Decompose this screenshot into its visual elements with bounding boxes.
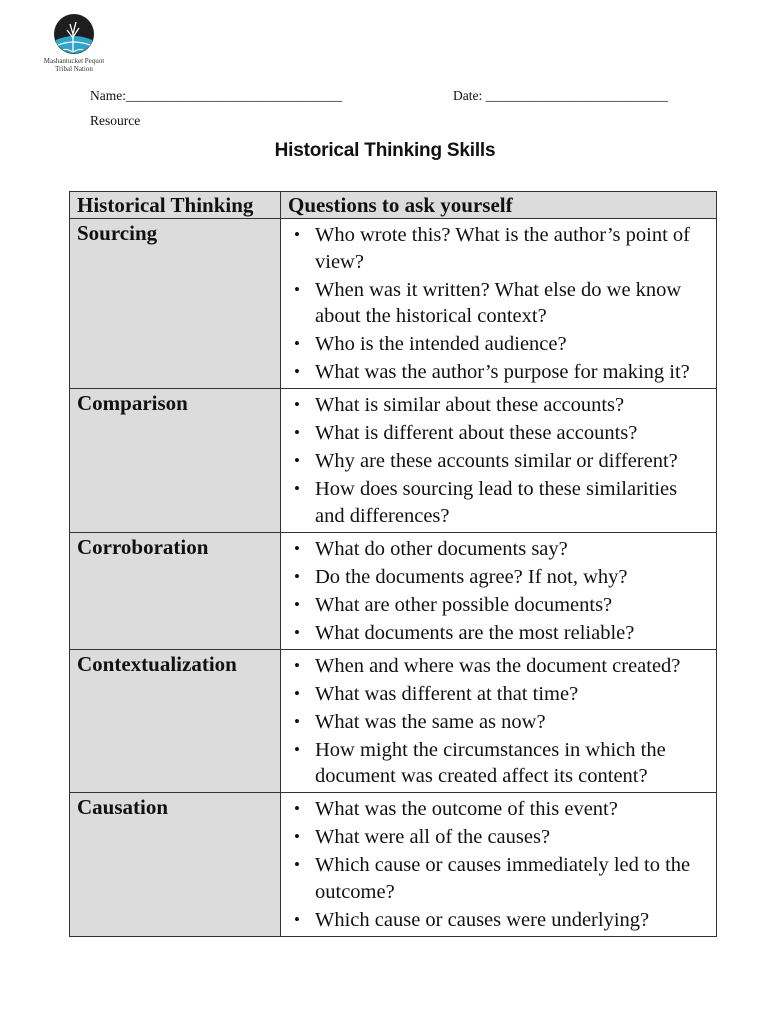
questions-cell bbox=[281, 532, 717, 649]
tribal-tree-seal-icon bbox=[52, 12, 96, 56]
question-list bbox=[281, 536, 716, 647]
tribal-logo bbox=[36, 12, 112, 73]
question-item: • When and where was the document created? bbox=[281, 653, 716, 680]
name-field bbox=[90, 88, 342, 104]
date-label: Date: bbox=[453, 88, 483, 103]
question-item: • Why are these accounts similar or different? bbox=[281, 448, 716, 475]
page-title: Historical Thinking Skills bbox=[274, 140, 496, 161]
questions-cell bbox=[281, 649, 717, 793]
table-row bbox=[70, 389, 717, 533]
question-item: • Who is the intended audience? bbox=[281, 331, 716, 358]
question-item: • What were all of the causes? bbox=[281, 824, 716, 851]
question-item: • When was it written? What else do we know about the historical context? bbox=[281, 277, 716, 330]
question-item: • Who wrote this? What is the author’s point of view? bbox=[281, 222, 716, 275]
table-row bbox=[70, 219, 717, 389]
resource-label: Resource bbox=[90, 113, 141, 128]
name-blank-line: ________________________________ bbox=[126, 88, 342, 103]
date-blank-line: ___________________________ bbox=[485, 88, 668, 103]
questions-cell bbox=[281, 793, 717, 937]
skill-name: Sourcing bbox=[70, 219, 281, 389]
table-row bbox=[70, 649, 717, 793]
question-item: • Which cause or causes were underlying? bbox=[281, 907, 716, 934]
question-item: • What do other documents say? bbox=[281, 536, 716, 563]
question-list bbox=[281, 222, 716, 386]
question-item: • What was the author’s purpose for making it? bbox=[281, 359, 716, 386]
date-field bbox=[453, 88, 668, 104]
logo-caption-line-2: Tribal Nation bbox=[55, 65, 93, 73]
skill-name: Causation bbox=[70, 793, 281, 937]
question-item: • How might the circumstances in which the document was created affect its content? bbox=[281, 737, 716, 790]
column-header-questions: Questions to ask yourself bbox=[281, 192, 717, 219]
historical-thinking-table bbox=[69, 191, 717, 937]
question-item: • What is different about these accounts? bbox=[281, 420, 716, 447]
question-list bbox=[281, 796, 716, 933]
questions-cell bbox=[281, 389, 717, 533]
question-item: • What was different at that time? bbox=[281, 681, 716, 708]
question-item: • Which cause or causes immediately led to the outcome? bbox=[281, 852, 716, 905]
question-item: • What was the same as now? bbox=[281, 709, 716, 736]
question-item: • What documents are the most reliable? bbox=[281, 620, 716, 647]
question-item: • What is similar about these accounts? bbox=[281, 392, 716, 419]
logo-caption bbox=[36, 57, 112, 73]
question-item: • How does sourcing lead to these similarities and differences? bbox=[281, 476, 716, 529]
skill-name: Contextualization bbox=[70, 649, 281, 793]
question-list bbox=[281, 392, 716, 529]
questions-cell bbox=[281, 219, 717, 389]
table-row bbox=[70, 793, 717, 937]
column-header-skill: Historical Thinking bbox=[70, 192, 281, 219]
table-row bbox=[70, 532, 717, 649]
logo-caption-line-1: Mashantucket Pequot bbox=[43, 57, 105, 65]
question-item: • What are other possible documents? bbox=[281, 592, 716, 619]
skill-name: Comparison bbox=[70, 389, 281, 533]
question-item: • What was the outcome of this event? bbox=[281, 796, 716, 823]
table-header-row bbox=[70, 192, 717, 219]
question-list bbox=[281, 653, 716, 790]
skill-name: Corroboration bbox=[70, 532, 281, 649]
name-label: Name: bbox=[90, 88, 126, 103]
question-item: • Do the documents agree? If not, why? bbox=[281, 564, 716, 591]
